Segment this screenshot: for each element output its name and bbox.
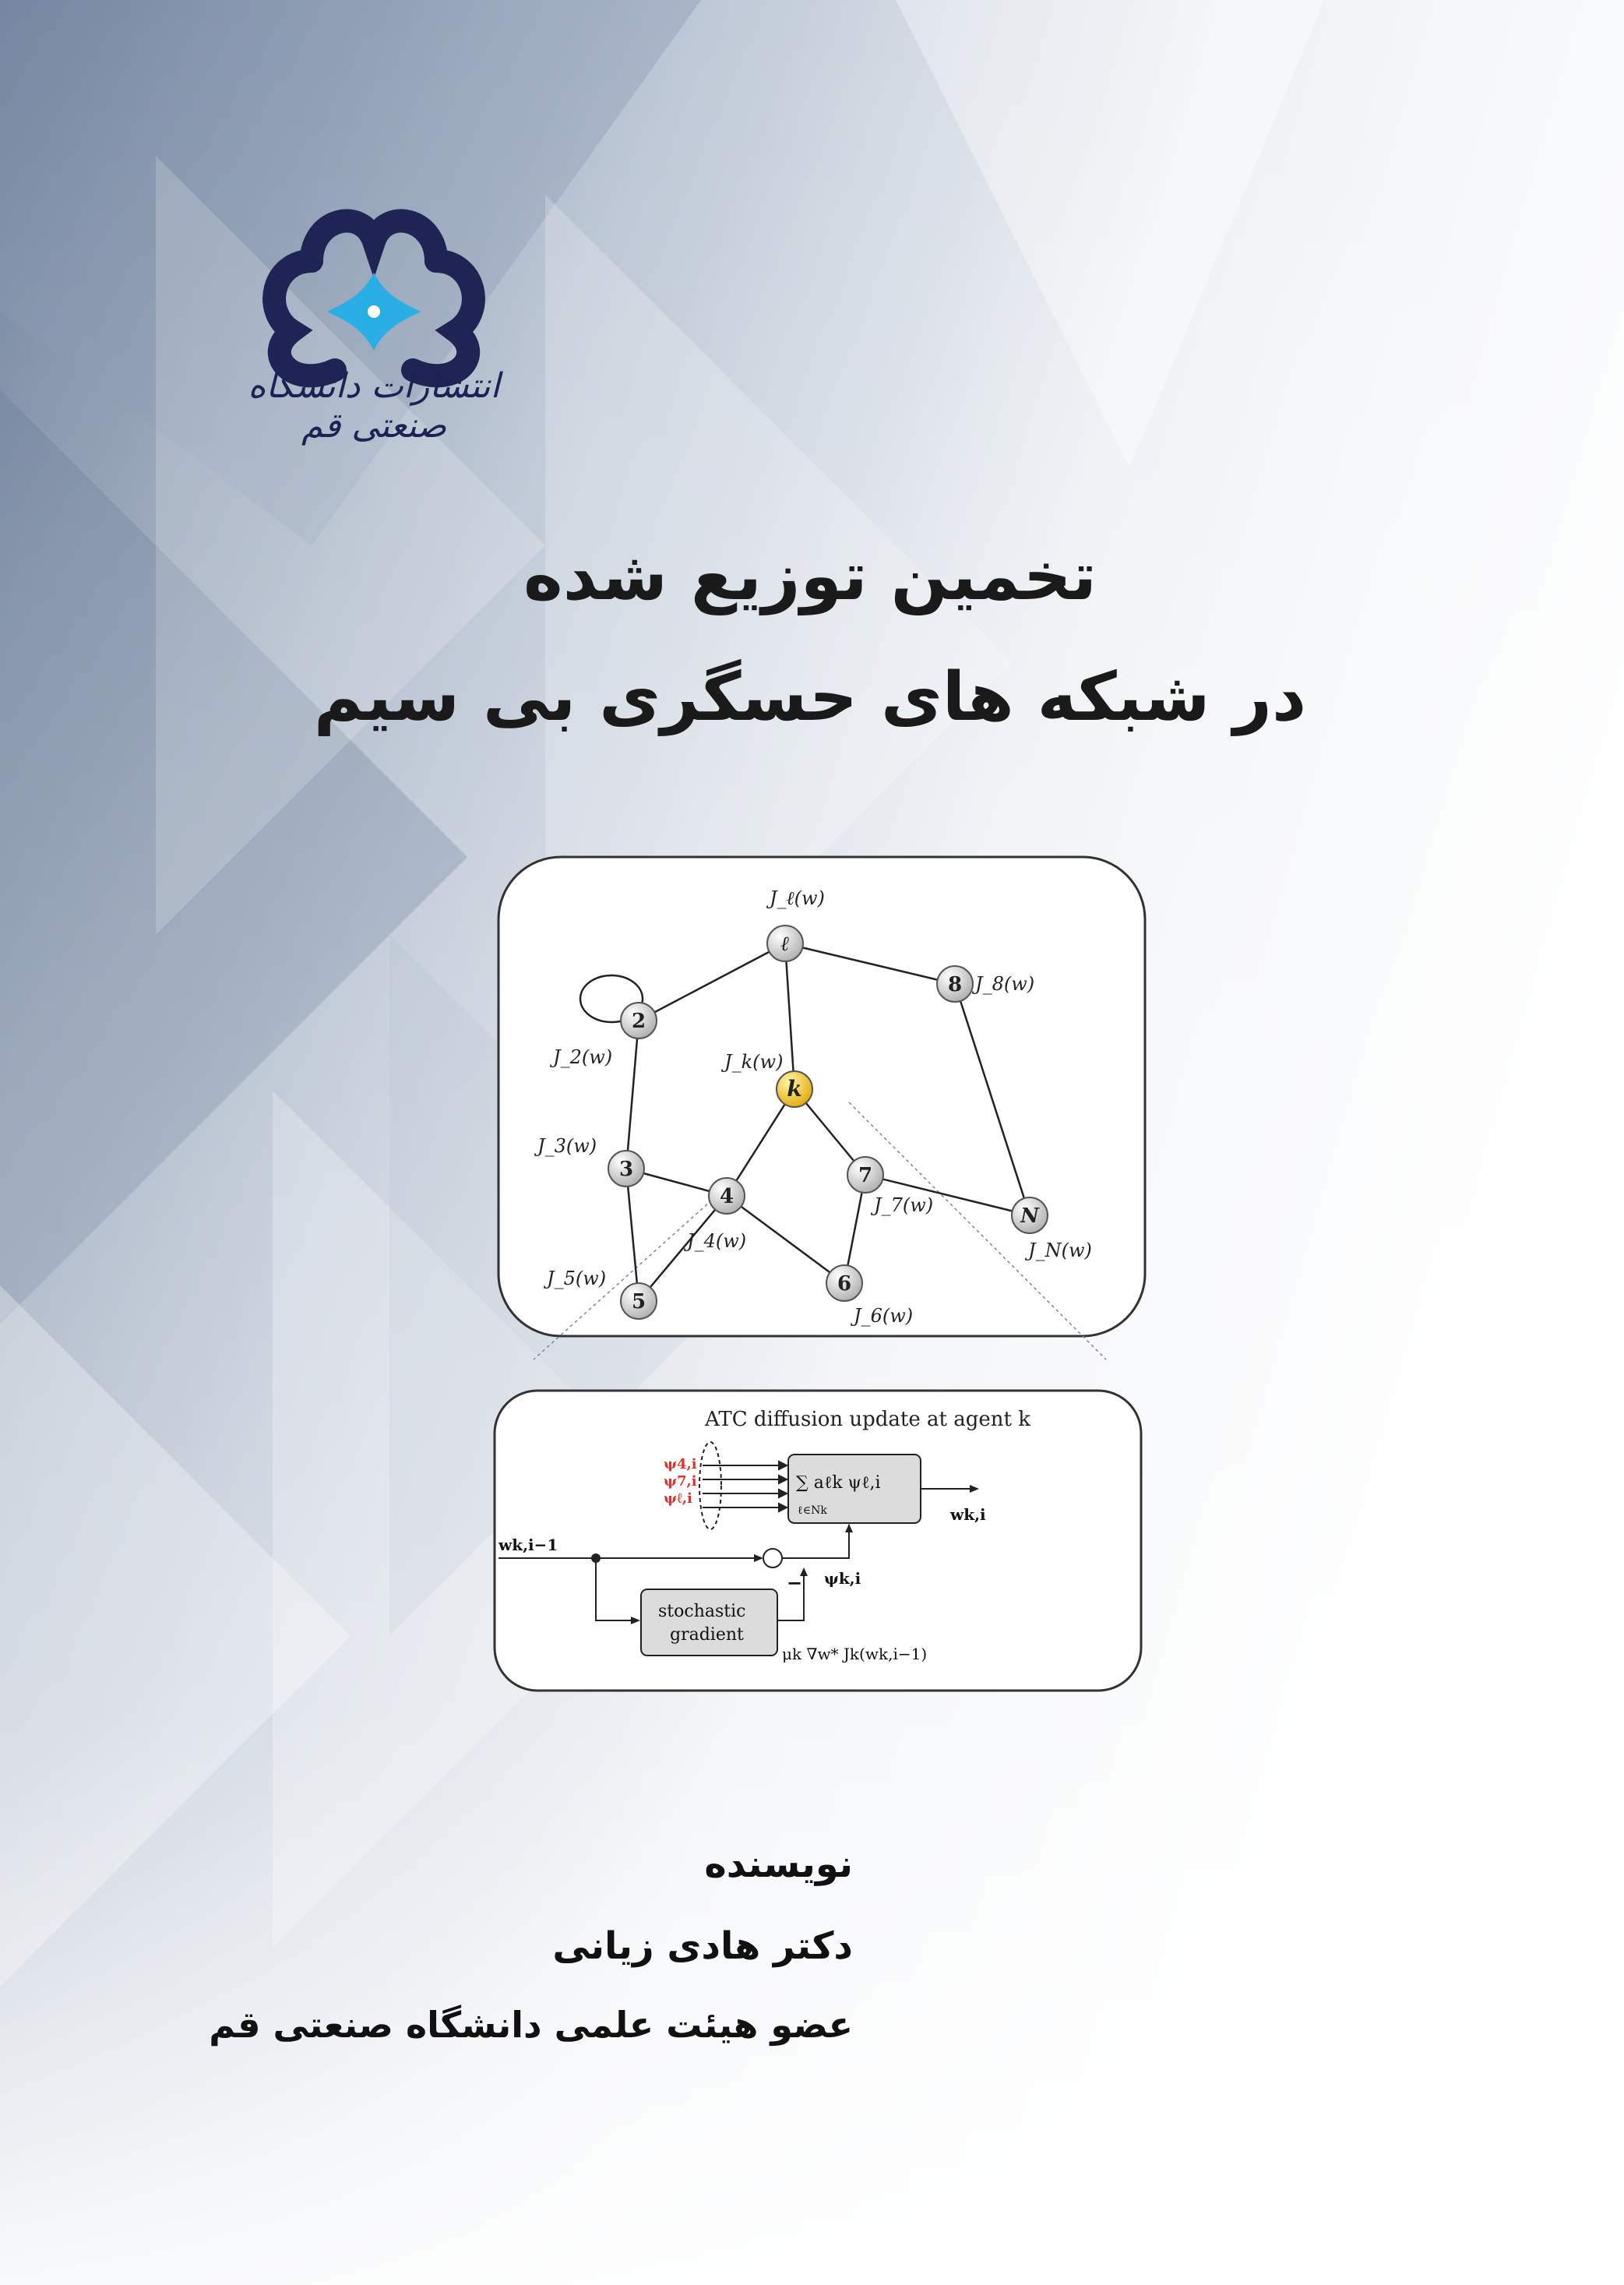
node-label-n7: 7 [858,1164,873,1187]
psi-input-ell: ψℓ,i [664,1490,692,1507]
node-cost-n3: J_3(w) [537,1135,597,1157]
atc-title: ATC diffusion update at agent k [705,1408,1030,1431]
node-cost-n5: J_5(w) [547,1268,607,1289]
summing-junction [763,1549,782,1567]
node-cost-n8: J_8(w) [975,973,1035,995]
book-title-line1: تخمین توزیع شده [523,538,1097,615]
node-cost-ell: J_ℓ(w) [770,887,825,909]
node-label-k: k [787,1076,802,1102]
gradient-box-line1: stochastic [658,1602,746,1621]
gradient-expression: μk ∇w* Jk(wk,i−1) [782,1645,928,1663]
sum-expression: ∑ aℓk ψℓ,i [796,1473,881,1493]
node-cost-n4: J_4(w) [687,1230,747,1252]
minus-sign: − [787,1571,803,1594]
psi-input-7: ψ7,i [664,1473,697,1490]
node-label-n4: 4 [719,1185,734,1208]
node-label-n2: 2 [631,1010,646,1033]
node-cost-k: J_k(w) [724,1051,784,1073]
node-label-n5: 5 [631,1290,646,1314]
psi-k-label: ψk,i [824,1569,861,1588]
node-cost-n7: J_7(w) [874,1194,934,1216]
node-label-n6: 6 [837,1272,852,1296]
node-label-nN: N [1020,1204,1039,1228]
gradient-box [641,1589,777,1656]
author-affiliation: عضو هیئت علمی دانشگاه صنعتی قم [209,2004,853,2046]
gradient-box-line2: gradient [670,1625,744,1645]
network-figure [483,853,1153,1694]
network-panel [498,857,1145,1336]
node-cost-n2: J_2(w) [553,1046,613,1068]
publisher-name: انتشارات دانشگاه صنعتی قم [248,366,500,446]
node-cost-nN: J_N(w) [1028,1239,1092,1261]
input-label: wk,i−1 [498,1536,558,1554]
psi-input-4: ψ4,i [664,1456,697,1472]
sum-subscript: ℓ∈Nk [798,1504,827,1517]
output-label: wk,i [950,1505,986,1524]
author-heading: نویسنده [704,1842,853,1886]
node-label-n8: 8 [947,973,963,996]
node-label-ell: ℓ [780,933,790,956]
node-cost-n6: J_6(w) [854,1305,914,1327]
author-name: دکتر هادی زیانی [552,1924,853,1968]
node-label-n3: 3 [618,1158,634,1181]
book-title-line2: در شبکه های حسگری بی سیم [313,658,1307,736]
